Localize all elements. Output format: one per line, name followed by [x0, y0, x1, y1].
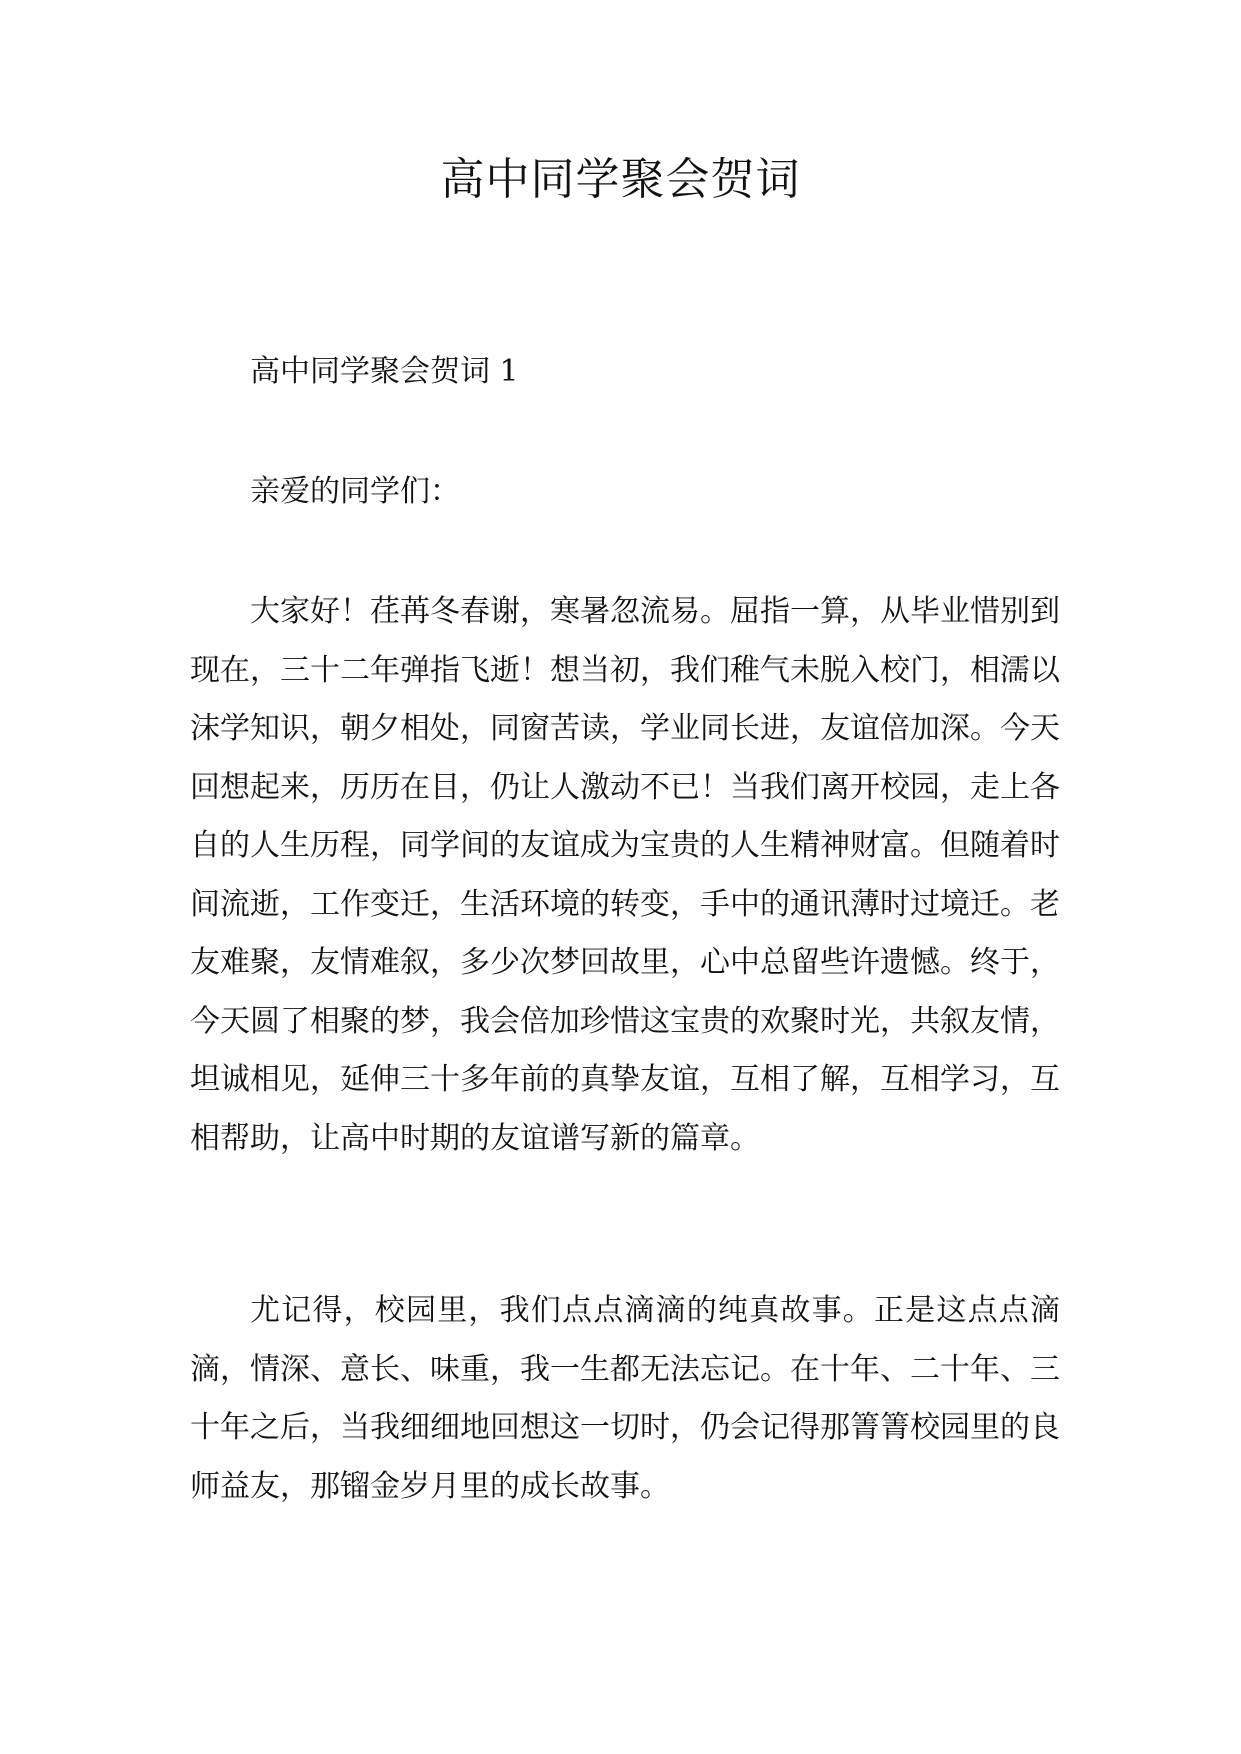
document-title: 高中同学聚会贺词 [440, 154, 801, 205]
paragraph-2: 尤记得，校园里，我们点点滴滴的纯真故事。正是这点点滴滴，情深、意长、味重，我一生都无法忘记。在十年、二十年、三十年之后，当我细细地回想这一切时，仍会记得那箐箐校园里的良师益友，那镏金岁月里的成长故事。 [190, 1293, 1060, 1504]
paragraph-1: 大家好！荏苒冬春谢，寒暑忽流易。屈指一算，从毕业惜别到现在，三十二年弹指飞逝！想当初，我们稚气未脱入校门，相濡以沫学知识，朝夕相处，同窗苦读，学业同长进，友谊倍加深。今天回想起来，历历在目，仍让人激动不已！当我们离开校园，走上各自的人生历程，同学间的友谊成为宝贵的人生精神财富。但随着时间流逝，工作变迁，生活环境的转变，手中的通讯薄时过境迁。老友难聚，友情难叙，多少次梦回故里，心中总留些许遗憾。终于，今天圆了相聚的梦，我会倍加珍惜这宝贵的欢聚时光，共叙友情，坦诚相见，延伸三十多年前的真挚友谊，互相了解，互相学习，互相帮助，让高中时期的友谊谱写新的篇章。 [190, 594, 1060, 1156]
section-heading: 高中同学聚会贺词 1 [250, 354, 519, 389]
salutation: 亲爱的同学们： [250, 474, 460, 509]
